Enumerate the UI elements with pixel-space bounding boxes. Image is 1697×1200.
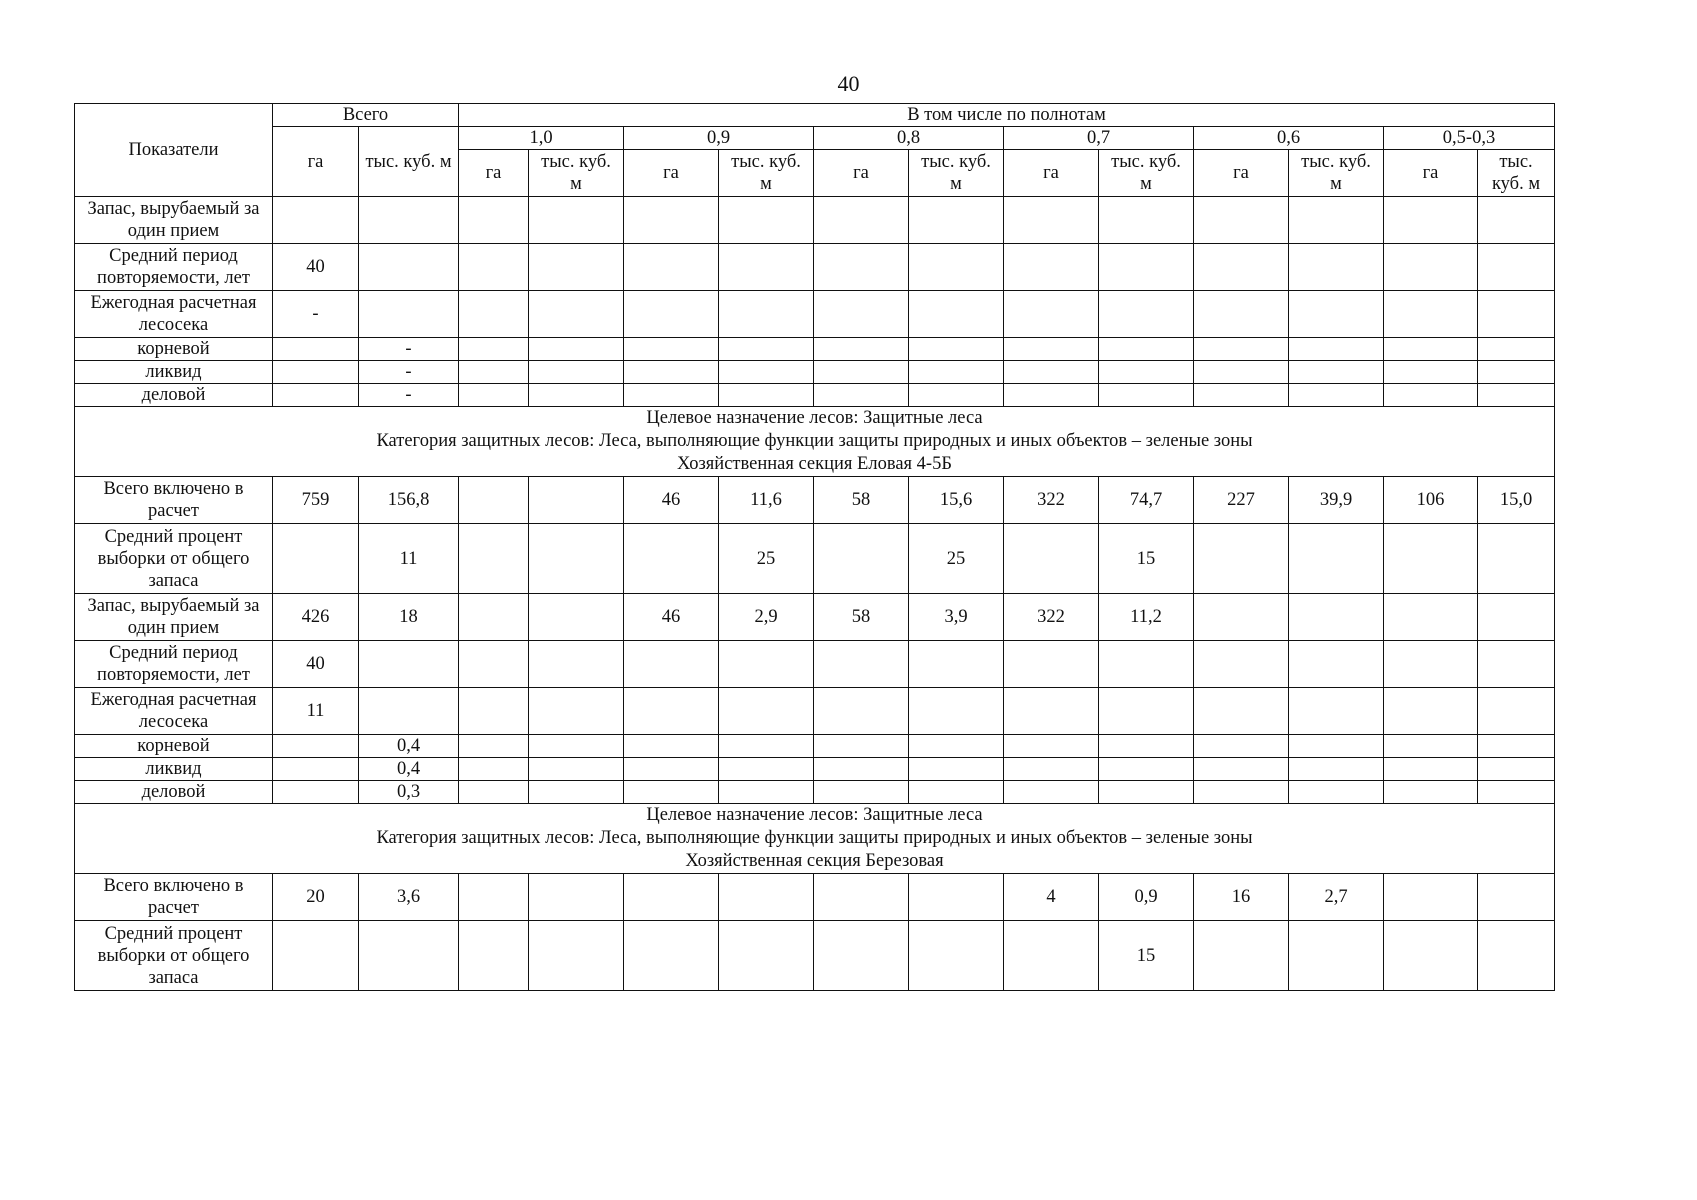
table-cell: [1004, 197, 1099, 244]
table-cell: [1194, 197, 1289, 244]
table-cell: 74,7: [1099, 477, 1194, 524]
section-header-row: [75, 407, 1555, 477]
table-row: [75, 338, 1555, 361]
table-cell: 15,0: [1478, 477, 1555, 524]
table-cell: 25: [719, 524, 814, 594]
table-cell: [909, 244, 1004, 291]
table-cell: [1384, 291, 1478, 338]
header-density: 0,9: [624, 127, 814, 150]
section-title-line: Категория защитных лесов: Леса, выполняющие функции защиты природных и иных объектов – зеленые зоны: [376, 828, 1253, 848]
table-cell: [529, 921, 624, 991]
table-cell: [814, 338, 909, 361]
table-cell: [909, 197, 1004, 244]
table-cell: [273, 197, 359, 244]
table-cell: [1194, 758, 1289, 781]
table-cell: [814, 291, 909, 338]
table-cell: 759: [273, 477, 359, 524]
table-cell: 2,7: [1289, 874, 1384, 921]
header-by-density: В том числе по полнотам: [459, 104, 1555, 127]
table-cell: [719, 688, 814, 735]
table-cell: 15: [1099, 921, 1194, 991]
table-cell: [529, 197, 624, 244]
table-cell: [459, 477, 529, 524]
header-density: 0,8: [814, 127, 1004, 150]
table-cell: [1289, 594, 1384, 641]
table-cell: [814, 197, 909, 244]
table-cell: [1478, 361, 1555, 384]
table-cell: [814, 735, 909, 758]
table-cell: [1384, 244, 1478, 291]
table-cell: 106: [1384, 477, 1478, 524]
table-cell: [273, 361, 359, 384]
header-density: 0,5-0,3: [1384, 127, 1555, 150]
table-cell: [529, 291, 624, 338]
header-total: Всего: [273, 104, 459, 127]
table-cell: [359, 244, 459, 291]
table-cell: [1478, 874, 1555, 921]
table-cell: [273, 338, 359, 361]
table-cell: [719, 197, 814, 244]
header-unit-ha: га: [459, 150, 529, 197]
table-cell: [909, 735, 1004, 758]
row-label: ликвид: [75, 361, 273, 384]
table-cell: [719, 291, 814, 338]
row-label: Ежегодная расчетная лесосека: [75, 291, 273, 338]
section-title: [75, 804, 1555, 874]
table-cell: [719, 781, 814, 804]
table-cell: [529, 781, 624, 804]
table-cell: [529, 524, 624, 594]
table-cell: [459, 291, 529, 338]
table-cell: 227: [1194, 477, 1289, 524]
table-cell: [624, 338, 719, 361]
table-cell: [459, 594, 529, 641]
table-cell: [814, 758, 909, 781]
table-cell: [624, 361, 719, 384]
table-cell: 322: [1004, 477, 1099, 524]
row-label: корневой: [75, 338, 273, 361]
table-row: [75, 758, 1555, 781]
table-cell: [273, 921, 359, 991]
header-unit-volume: тыс. куб. м: [1478, 150, 1555, 197]
table-cell: [1099, 688, 1194, 735]
table-cell: [1384, 384, 1478, 407]
table-cell: [459, 244, 529, 291]
row-label: ликвид: [75, 758, 273, 781]
table-cell: [1289, 361, 1384, 384]
table-cell: 156,8: [359, 477, 459, 524]
table-cell: 46: [624, 594, 719, 641]
table-cell: [1289, 338, 1384, 361]
table-cell: [459, 758, 529, 781]
table-cell: [1194, 524, 1289, 594]
table-cell: [624, 244, 719, 291]
table-cell: [1289, 384, 1384, 407]
table-cell: [909, 758, 1004, 781]
header-unit-ha: га: [814, 150, 909, 197]
table-cell: [1004, 524, 1099, 594]
row-label: Средний период повторяемости, лет: [75, 641, 273, 688]
header-unit-ha: га: [1194, 150, 1289, 197]
table-row: [75, 524, 1555, 594]
table-cell: [359, 641, 459, 688]
table-cell: 3,6: [359, 874, 459, 921]
table-cell: [814, 781, 909, 804]
allowable-cut-table: [74, 103, 1555, 991]
table-cell: [1478, 921, 1555, 991]
table-cell: [459, 735, 529, 758]
table-cell: [1194, 338, 1289, 361]
table-cell: [909, 291, 1004, 338]
section-header-row: [75, 804, 1555, 874]
table-cell: [529, 758, 624, 781]
table-cell: 40: [273, 244, 359, 291]
table-cell: 25: [909, 524, 1004, 594]
table-cell: [909, 781, 1004, 804]
table-cell: [1478, 384, 1555, 407]
row-label: Всего включено в расчет: [75, 477, 273, 524]
table-cell: [459, 781, 529, 804]
table-cell: [814, 244, 909, 291]
table-cell: [909, 874, 1004, 921]
table-cell: [1004, 735, 1099, 758]
table-cell: [359, 197, 459, 244]
table-cell: [273, 735, 359, 758]
table-cell: [273, 384, 359, 407]
table-cell: 0,4: [359, 735, 459, 758]
table-cell: [359, 688, 459, 735]
table-row: [75, 641, 1555, 688]
table-cell: 4: [1004, 874, 1099, 921]
table-cell: [1289, 921, 1384, 991]
header-density: 0,6: [1194, 127, 1384, 150]
row-label: Запас, вырубаемый за один прием: [75, 197, 273, 244]
table-cell: [1194, 688, 1289, 735]
table-cell: [529, 338, 624, 361]
header-unit-ha: га: [1384, 150, 1478, 197]
table-cell: [1384, 641, 1478, 688]
table-cell: 0,4: [359, 758, 459, 781]
table-cell: [1384, 688, 1478, 735]
row-label: деловой: [75, 781, 273, 804]
table-cell: [1289, 197, 1384, 244]
table-cell: [459, 384, 529, 407]
header-total-ha: га: [273, 127, 359, 197]
table-cell: [459, 338, 529, 361]
table-cell: [1384, 735, 1478, 758]
table-cell: [624, 641, 719, 688]
table-row: [75, 361, 1555, 384]
table-cell: [624, 197, 719, 244]
table-cell: [624, 735, 719, 758]
table-cell: [459, 197, 529, 244]
table-row: [75, 197, 1555, 244]
table-cell: [719, 735, 814, 758]
table-cell: [909, 921, 1004, 991]
table-cell: [1194, 361, 1289, 384]
row-label: Всего включено в расчет: [75, 874, 273, 921]
table-cell: [1289, 688, 1384, 735]
row-label: Средний период повторяемости, лет: [75, 244, 273, 291]
table-row: [75, 244, 1555, 291]
table-cell: [459, 641, 529, 688]
table-cell: 11: [273, 688, 359, 735]
table-cell: [529, 384, 624, 407]
row-label: корневой: [75, 735, 273, 758]
table-cell: [1289, 781, 1384, 804]
table-cell: [1478, 524, 1555, 594]
table-cell: [624, 781, 719, 804]
table-cell: [1004, 758, 1099, 781]
row-label: Средний процент выборки от общего запаса: [75, 524, 273, 594]
section-title-line: Хозяйственная секция Еловая 4-5Б: [677, 454, 952, 474]
table-cell: -: [359, 384, 459, 407]
table-cell: [624, 688, 719, 735]
table-cell: [273, 781, 359, 804]
table-cell: [814, 641, 909, 688]
table-cell: [909, 361, 1004, 384]
table-row: [75, 594, 1555, 641]
table-cell: 0,3: [359, 781, 459, 804]
table-cell: [1384, 781, 1478, 804]
row-label: Запас, вырубаемый за один прием: [75, 594, 273, 641]
table-cell: [624, 758, 719, 781]
header-unit-volume: тыс. куб. м: [529, 150, 624, 197]
table-cell: [1478, 735, 1555, 758]
table-cell: [529, 477, 624, 524]
table-cell: 11: [359, 524, 459, 594]
table-row: [75, 384, 1555, 407]
table-cell: 426: [273, 594, 359, 641]
table-cell: 11,6: [719, 477, 814, 524]
table-cell: [529, 874, 624, 921]
row-label: Ежегодная расчетная лесосека: [75, 688, 273, 735]
table-cell: 20: [273, 874, 359, 921]
table-cell: [459, 874, 529, 921]
table-cell: [624, 874, 719, 921]
table-cell: 0,9: [1099, 874, 1194, 921]
table-cell: [909, 384, 1004, 407]
section-title: [75, 407, 1555, 477]
section-title-line: Хозяйственная секция Березовая: [685, 851, 944, 871]
table-cell: [1099, 758, 1194, 781]
table-cell: [1194, 291, 1289, 338]
table-row: [75, 688, 1555, 735]
table-cell: [459, 921, 529, 991]
table-cell: [1004, 361, 1099, 384]
table-cell: [1478, 641, 1555, 688]
header-unit-volume: тыс. куб. м: [1099, 150, 1194, 197]
table-row: [75, 735, 1555, 758]
table-cell: [459, 524, 529, 594]
table-cell: [1004, 338, 1099, 361]
table-cell: [1478, 758, 1555, 781]
table-cell: 18: [359, 594, 459, 641]
header-density: 0,7: [1004, 127, 1194, 150]
section-title-line: Целевое назначение лесов: Защитные леса: [646, 805, 983, 825]
table-cell: [459, 688, 529, 735]
table-cell: [1478, 594, 1555, 641]
table-cell: 58: [814, 594, 909, 641]
table-cell: -: [273, 291, 359, 338]
table-cell: [529, 594, 624, 641]
table-cell: [1099, 338, 1194, 361]
table-cell: [1289, 244, 1384, 291]
table-row: [75, 921, 1555, 991]
section-title-line: Целевое назначение лесов: Защитные леса: [646, 408, 983, 428]
table-cell: [1478, 291, 1555, 338]
table-row: [75, 291, 1555, 338]
table-cell: 46: [624, 477, 719, 524]
table-cell: [1099, 361, 1194, 384]
row-label: Средний процент выборки от общего запаса: [75, 921, 273, 991]
section-title-line: Категория защитных лесов: Леса, выполняющие функции защиты природных и иных объектов – зеленые зоны: [376, 431, 1253, 451]
header-unit-volume: тыс. куб. м: [719, 150, 814, 197]
table-cell: [1194, 921, 1289, 991]
table-cell: [814, 921, 909, 991]
table-cell: [719, 384, 814, 407]
table-cell: [624, 921, 719, 991]
table-cell: [1004, 781, 1099, 804]
table-cell: [1194, 641, 1289, 688]
table-cell: [1099, 641, 1194, 688]
table-cell: [1289, 291, 1384, 338]
table-cell: -: [359, 361, 459, 384]
table-cell: [1004, 641, 1099, 688]
table-cell: [1194, 244, 1289, 291]
table-cell: [1099, 735, 1194, 758]
table-cell: [1004, 291, 1099, 338]
table-cell: 40: [273, 641, 359, 688]
table-cell: [1004, 921, 1099, 991]
table-cell: [719, 758, 814, 781]
table-cell: [719, 921, 814, 991]
table-cell: [1004, 688, 1099, 735]
table-cell: [459, 361, 529, 384]
table-cell: [529, 361, 624, 384]
table-cell: [1099, 244, 1194, 291]
table-cell: [529, 244, 624, 291]
table-cell: [1384, 338, 1478, 361]
table-cell: [1289, 758, 1384, 781]
table-cell: [814, 524, 909, 594]
table-cell: [1384, 524, 1478, 594]
table-cell: 16: [1194, 874, 1289, 921]
table-cell: [1004, 384, 1099, 407]
table-cell: [719, 338, 814, 361]
table-cell: [1384, 197, 1478, 244]
table-cell: [1478, 244, 1555, 291]
table-cell: [1478, 781, 1555, 804]
table-cell: [624, 291, 719, 338]
table-cell: 58: [814, 477, 909, 524]
table-cell: [909, 641, 1004, 688]
table-cell: [909, 338, 1004, 361]
table-row: [75, 477, 1555, 524]
page-number: 40: [837, 71, 860, 96]
table-cell: [1194, 384, 1289, 407]
table-cell: [1478, 688, 1555, 735]
table-cell: [1289, 641, 1384, 688]
table-cell: [359, 291, 459, 338]
header-total-volume: тыс. куб. м: [359, 127, 459, 197]
table-cell: [1384, 921, 1478, 991]
table-cell: [1289, 735, 1384, 758]
table-cell: [1194, 594, 1289, 641]
table-row: [75, 781, 1555, 804]
table-cell: [1384, 874, 1478, 921]
table-cell: [1478, 197, 1555, 244]
table-cell: [719, 361, 814, 384]
table-cell: [273, 758, 359, 781]
table-cell: [814, 384, 909, 407]
table-cell: [1478, 338, 1555, 361]
table-cell: [1004, 244, 1099, 291]
table-cell: [1099, 197, 1194, 244]
table-cell: [624, 524, 719, 594]
table-cell: [719, 874, 814, 921]
table-cell: 322: [1004, 594, 1099, 641]
table-cell: 15,6: [909, 477, 1004, 524]
table-cell: [1099, 384, 1194, 407]
table-cell: [814, 688, 909, 735]
table-cell: [1194, 735, 1289, 758]
table-cell: [814, 361, 909, 384]
table-cell: 39,9: [1289, 477, 1384, 524]
header-unit-volume: тыс. куб. м: [909, 150, 1004, 197]
table-cell: 3,9: [909, 594, 1004, 641]
table-cell: 11,2: [1099, 594, 1194, 641]
row-label: деловой: [75, 384, 273, 407]
table-cell: [814, 874, 909, 921]
header-unit-volume: тыс. куб. м: [1289, 150, 1384, 197]
table-cell: [909, 688, 1004, 735]
table-cell: [359, 921, 459, 991]
table-cell: [1384, 594, 1478, 641]
table-cell: 15: [1099, 524, 1194, 594]
table-cell: [529, 641, 624, 688]
table-cell: [719, 244, 814, 291]
header-indicators: Показатели: [75, 104, 273, 197]
table-row: [75, 874, 1555, 921]
table-cell: [1384, 758, 1478, 781]
header-unit-ha: га: [1004, 150, 1099, 197]
table-cell: [529, 735, 624, 758]
table-cell: 2,9: [719, 594, 814, 641]
table-cell: [1289, 524, 1384, 594]
table-cell: [1194, 781, 1289, 804]
table-cell: [529, 688, 624, 735]
table-cell: [624, 384, 719, 407]
table-cell: [1099, 291, 1194, 338]
table-cell: [1384, 361, 1478, 384]
header-density: 1,0: [459, 127, 624, 150]
table-cell: [273, 524, 359, 594]
header-unit-ha: га: [624, 150, 719, 197]
table-cell: [719, 641, 814, 688]
table-cell: -: [359, 338, 459, 361]
table-cell: [1099, 781, 1194, 804]
